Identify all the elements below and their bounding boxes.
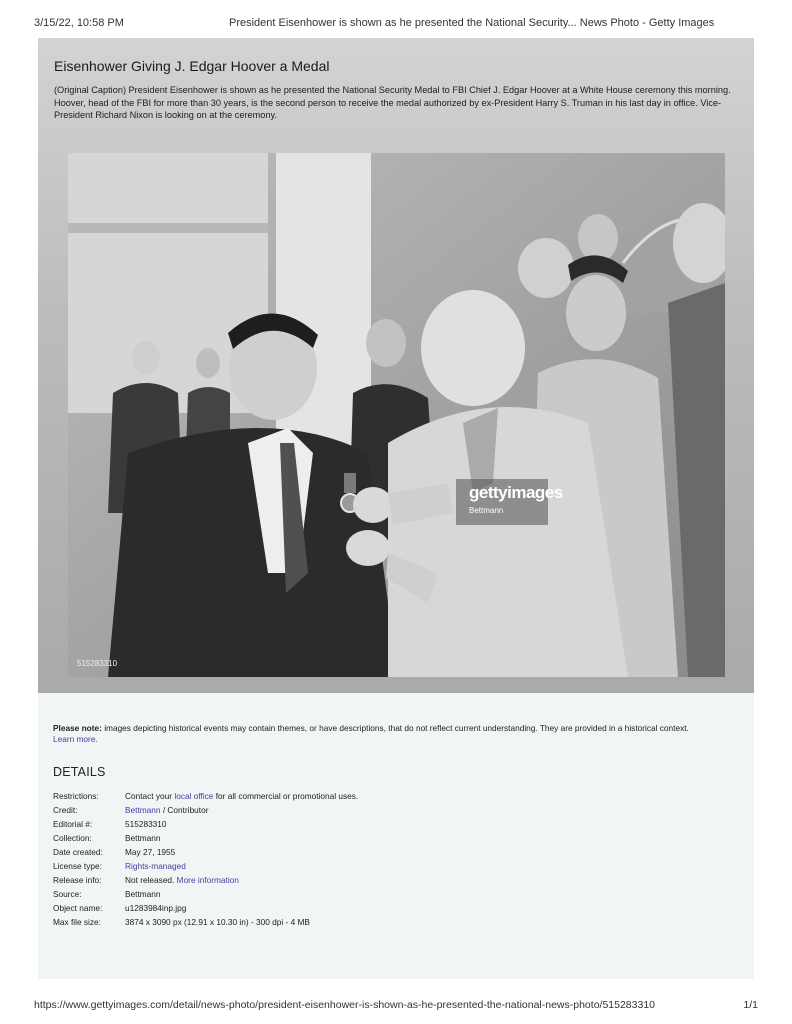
historical-note [53,723,743,745]
local-office-link[interactable]: local office [174,791,214,801]
detail-value [125,875,239,885]
detail-value: Bettmann [125,889,161,899]
more-information-link[interactable]: More information [176,875,239,885]
detail-label: Source: [53,889,82,899]
detail-value: 3874 x 3090 px (12.91 x 10.30 in) - 300 dpi - 4 MB [125,917,310,927]
detail-label: Object name: [53,903,103,913]
watermark-credit: Bettmann [469,506,504,515]
learn-more-link[interactable]: Learn more. [53,734,98,744]
credit-suffix: / Contributor [160,805,209,815]
detail-label: Restrictions: [53,791,99,801]
photo-illustration [68,153,725,677]
detail-value: Bettmann [125,833,161,843]
details-area [38,693,754,979]
restrictions-prefix: Contact your [125,791,175,801]
details-heading: DETAILS [53,765,106,779]
release-info-text: Not released. [125,875,177,885]
note-text: images depicting historical events may contain themes, or have descriptions, that do not reflect current understanding. They are provided in a historical context. [101,723,689,733]
detail-value [125,791,358,801]
detail-value [125,805,208,815]
detail-value: 515283310 [125,819,167,829]
rights-managed-link[interactable]: Rights-managed [125,861,186,871]
photo-title: Eisenhower Giving J. Edgar Hoover a Medal [54,58,330,74]
detail-value: u1283984inp.jpg [125,903,187,913]
restrictions-suffix: for all commercial or promotional uses. [213,791,359,801]
page-number: 1/1 [743,999,758,1011]
credit-link[interactable]: Bettmann [125,805,161,815]
detail-label: Editorial #: [53,819,93,829]
getty-watermark [456,479,563,525]
detail-value: May 27, 1955 [125,847,176,857]
gettyimages-logo: gettyimages [469,483,563,502]
hero-panel [38,38,754,693]
detail-value [125,861,186,871]
print-header [34,17,758,31]
photo-caption: (Original Caption) President Eisenhower is shown as he presented the National Security Medal to FBI Chief J. Edgar Hoover at a White House ceremony this morning. Hoover, head of the FBI for more than 30 years, is the second person to receive the medal authorized by ex-President Harry S. Truman in his last day in office. Vice-President Richard Nixon is looking on at the ceremony. [54,85,731,121]
note-label: Please note: [53,723,102,733]
photo-id-overlay: 515283310 [77,659,118,668]
detail-label: Date created: [53,847,103,857]
detail-label: Release info: [53,875,102,885]
detail-label: Collection: [53,833,92,843]
print-page-title: President Eisenhower is shown as he presented the National Security... News Photo - Getty Images [229,17,715,29]
print-datetime: 3/15/22, 10:58 PM [34,17,124,29]
detail-label: Credit: [53,805,78,815]
news-photo[interactable] [68,153,725,677]
detail-label: Max file size: [53,917,101,927]
print-url: https://www.gettyimages.com/detail/news-photo/president-eisenhower-is-shown-as-he-presented-the-national-news-photo/515283310 [34,999,656,1011]
detail-label: License type: [53,861,102,871]
